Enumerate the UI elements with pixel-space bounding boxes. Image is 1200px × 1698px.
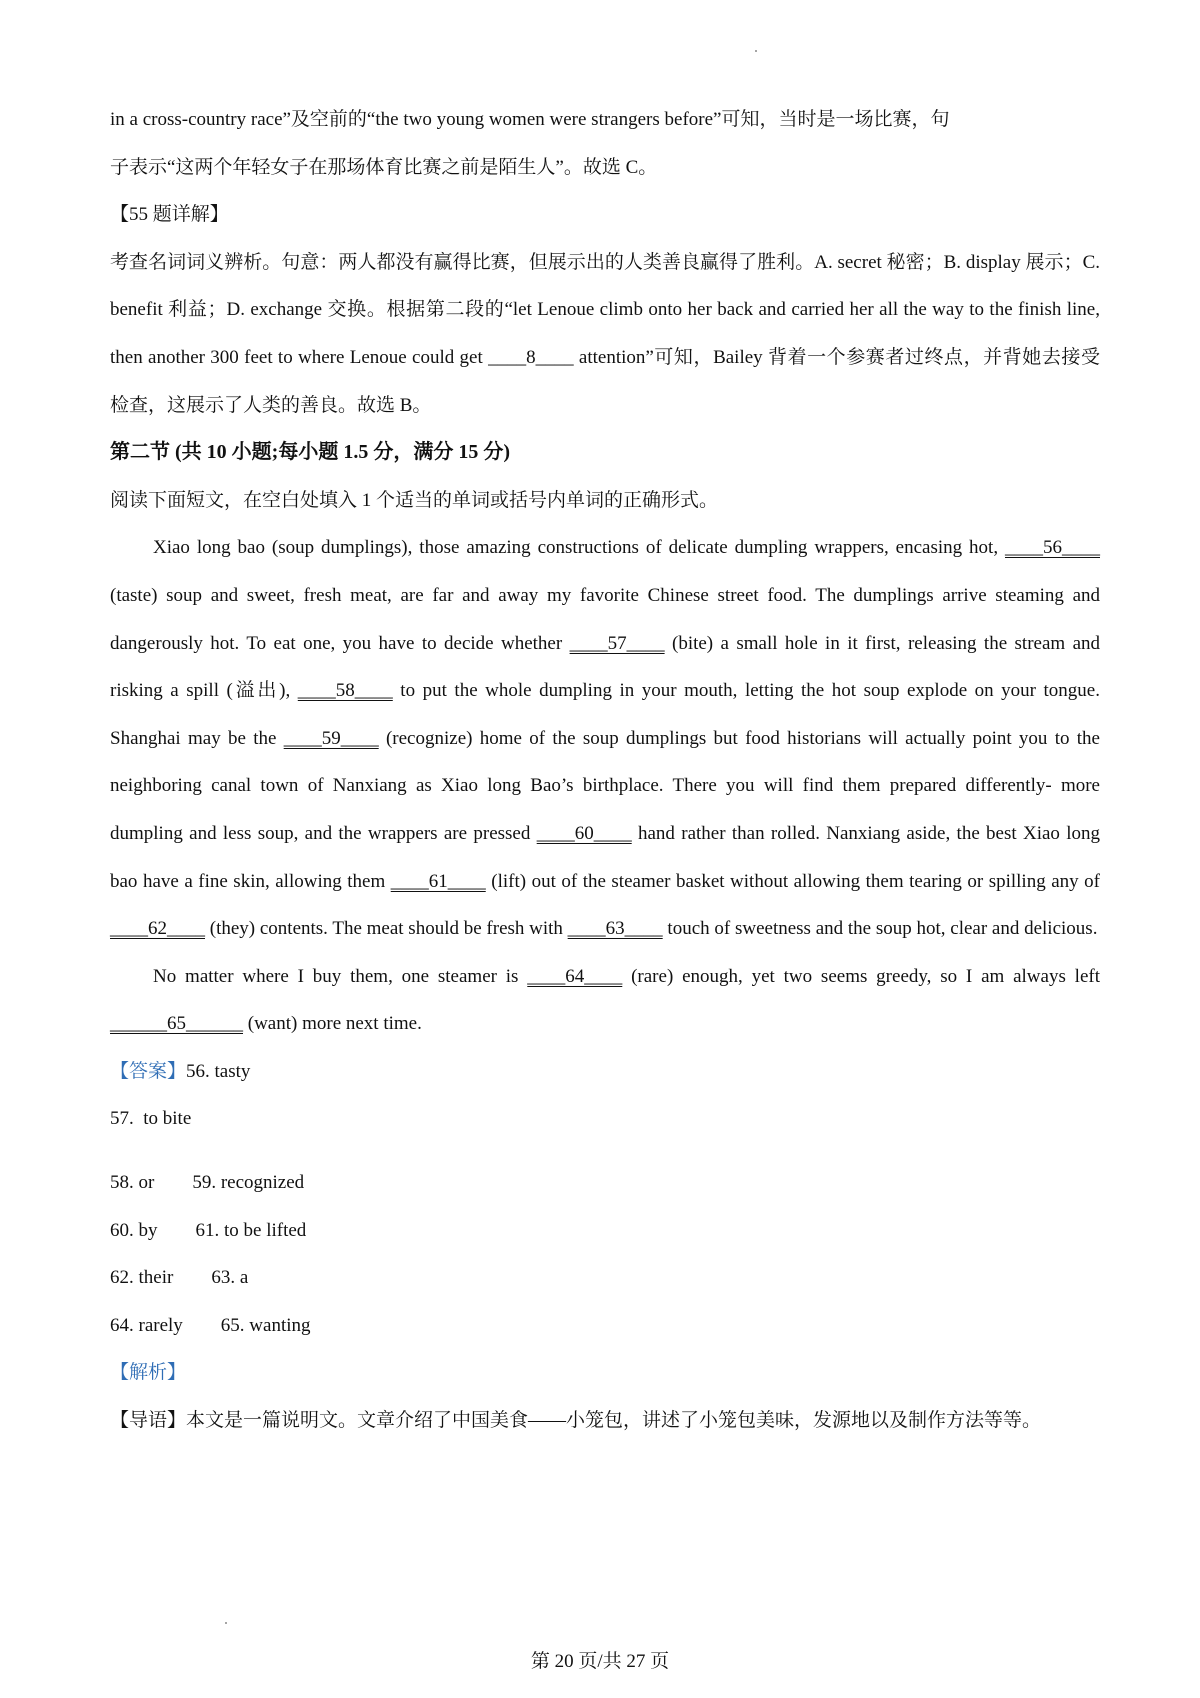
q55-title: 【55 题详解】	[110, 204, 229, 226]
q54-explanation-end	[110, 96, 1100, 191]
passage-text: (want) more next time.	[243, 1013, 422, 1035]
section-2-instruction: 阅读下面短文，在空白处填入 1 个适当的单词或括号内单词的正确形式。	[110, 489, 719, 511]
blank-65: ______65______	[110, 1013, 243, 1035]
passage-text: (lift) out of the steamer basket without allowing them tearing or spilling any of	[485, 870, 1100, 892]
passage-text: (rare) enough, yet two seems greedy, so I am always left	[622, 965, 1100, 987]
q55-explanation	[110, 239, 1100, 429]
page-content	[110, 96, 1100, 1445]
answer-57: 57. to bite	[110, 1108, 192, 1130]
blank-61: ____61____	[390, 870, 486, 892]
blank-56: ____56____	[1005, 537, 1100, 559]
answer-row-62-63: 62. their 63. a	[110, 1267, 249, 1289]
answer-row-64-65: 64. rarely 65. wanting	[110, 1314, 311, 1336]
q54-line-1: in a cross-country race”及空前的“the two young women were strangers before”可知，当时是一场比赛，句	[110, 109, 950, 130]
answer-label: 【答案】	[110, 1060, 187, 1082]
q55-blank-8: ____8____	[488, 346, 574, 368]
blank-63: ____63____	[567, 918, 663, 940]
scan-dot	[755, 50, 757, 52]
passage-text: (they) contents. The meat should be fresh with	[205, 918, 568, 940]
blank-64: ____64____	[527, 965, 623, 987]
passage-text: (taste) soup and sweet, fresh meat, are far and away my favorite Chinese street food. The dumplings arrive steaming and dangerously hot. To eat one, you have to decide whether	[110, 584, 1100, 654]
q55-text-part-1: 考查名词词义辨析。句意：两人都没有赢得比赛，但展示出的人类善良赢得了胜利。A. secret 秘密；B. display 展示；C. benefit 利益；D. exchange 交换。根据第二段的“let Lenoue climb onto her back and carried her all the way to the finish line, then another 300 feet to where Lenoue could get	[110, 251, 1100, 368]
passage-text: No matter where I buy them, one steamer is	[153, 965, 528, 987]
passage-text: to put the whole dumpling in your mouth, letting the hot soup explode on your tongue. Shanghai may be the	[110, 680, 1100, 749]
passage-paragraph-1	[110, 524, 1100, 952]
passage-text: touch of sweetness and the soup hot, clear and delicious.	[662, 918, 1098, 940]
blank-62: ____62____	[110, 918, 205, 940]
passage-text: (bite) a small hole in it first, releasing the stream and risking a spill (溢出),	[110, 632, 1101, 702]
page-footer: 第 20 页/共 27 页	[530, 1651, 670, 1672]
section-2-title: 第二节 (共 10 小题;每小题 1.5 分，满分 15 分)	[110, 441, 510, 464]
analysis-intro: 【导语】本文是一篇说明文。文章介绍了中国美食——小笼包，讲述了小笼包美味，发源地以及制作方法等等。	[110, 1410, 1042, 1432]
blank-57: ____57____	[569, 632, 665, 654]
answer-row-60-61: 60. by 61. to be lifted	[110, 1219, 307, 1241]
passage-paragraph-2	[110, 953, 1100, 1048]
passage-text: hand rather than rolled. Nanxiang aside, the best Xiao long bao have a fine skin, allowing them	[110, 822, 1101, 892]
scan-dot	[225, 1622, 227, 1624]
blank-59: ____59____	[283, 727, 379, 749]
answer-56: 56. tasty	[186, 1060, 251, 1082]
q54-line-2: 子表示“这两个年轻女子在那场体育比赛之前是陌生人”。故选 C。	[110, 156, 658, 178]
passage-text: Xiao long bao (soup dumplings), those amazing constructions of delicate dumpling wrappers, encasing hot,	[153, 537, 1005, 559]
answer-row-58-59: 58. or 59. recognized	[110, 1172, 305, 1194]
answer-line-56	[110, 1048, 1100, 1096]
blank-58: ____58____	[297, 680, 393, 702]
q55-text-part-2: attention”可知，Bailey 背着一个参赛者过终点，并背她去接受检查，这展示了人类的善良。故选 B。	[110, 346, 1100, 416]
passage-text: (recognize) home of the soup dumplings but food historians will actually point you to the neighboring canal town of Nanxiang as Xiao long Bao’s birthplace. There you will find them prepared differently- more dumpling and less soup, and the wrappers are pressed	[110, 727, 1100, 844]
blank-60: ____60____	[536, 822, 632, 844]
analysis-label: 【解析】	[110, 1362, 187, 1384]
